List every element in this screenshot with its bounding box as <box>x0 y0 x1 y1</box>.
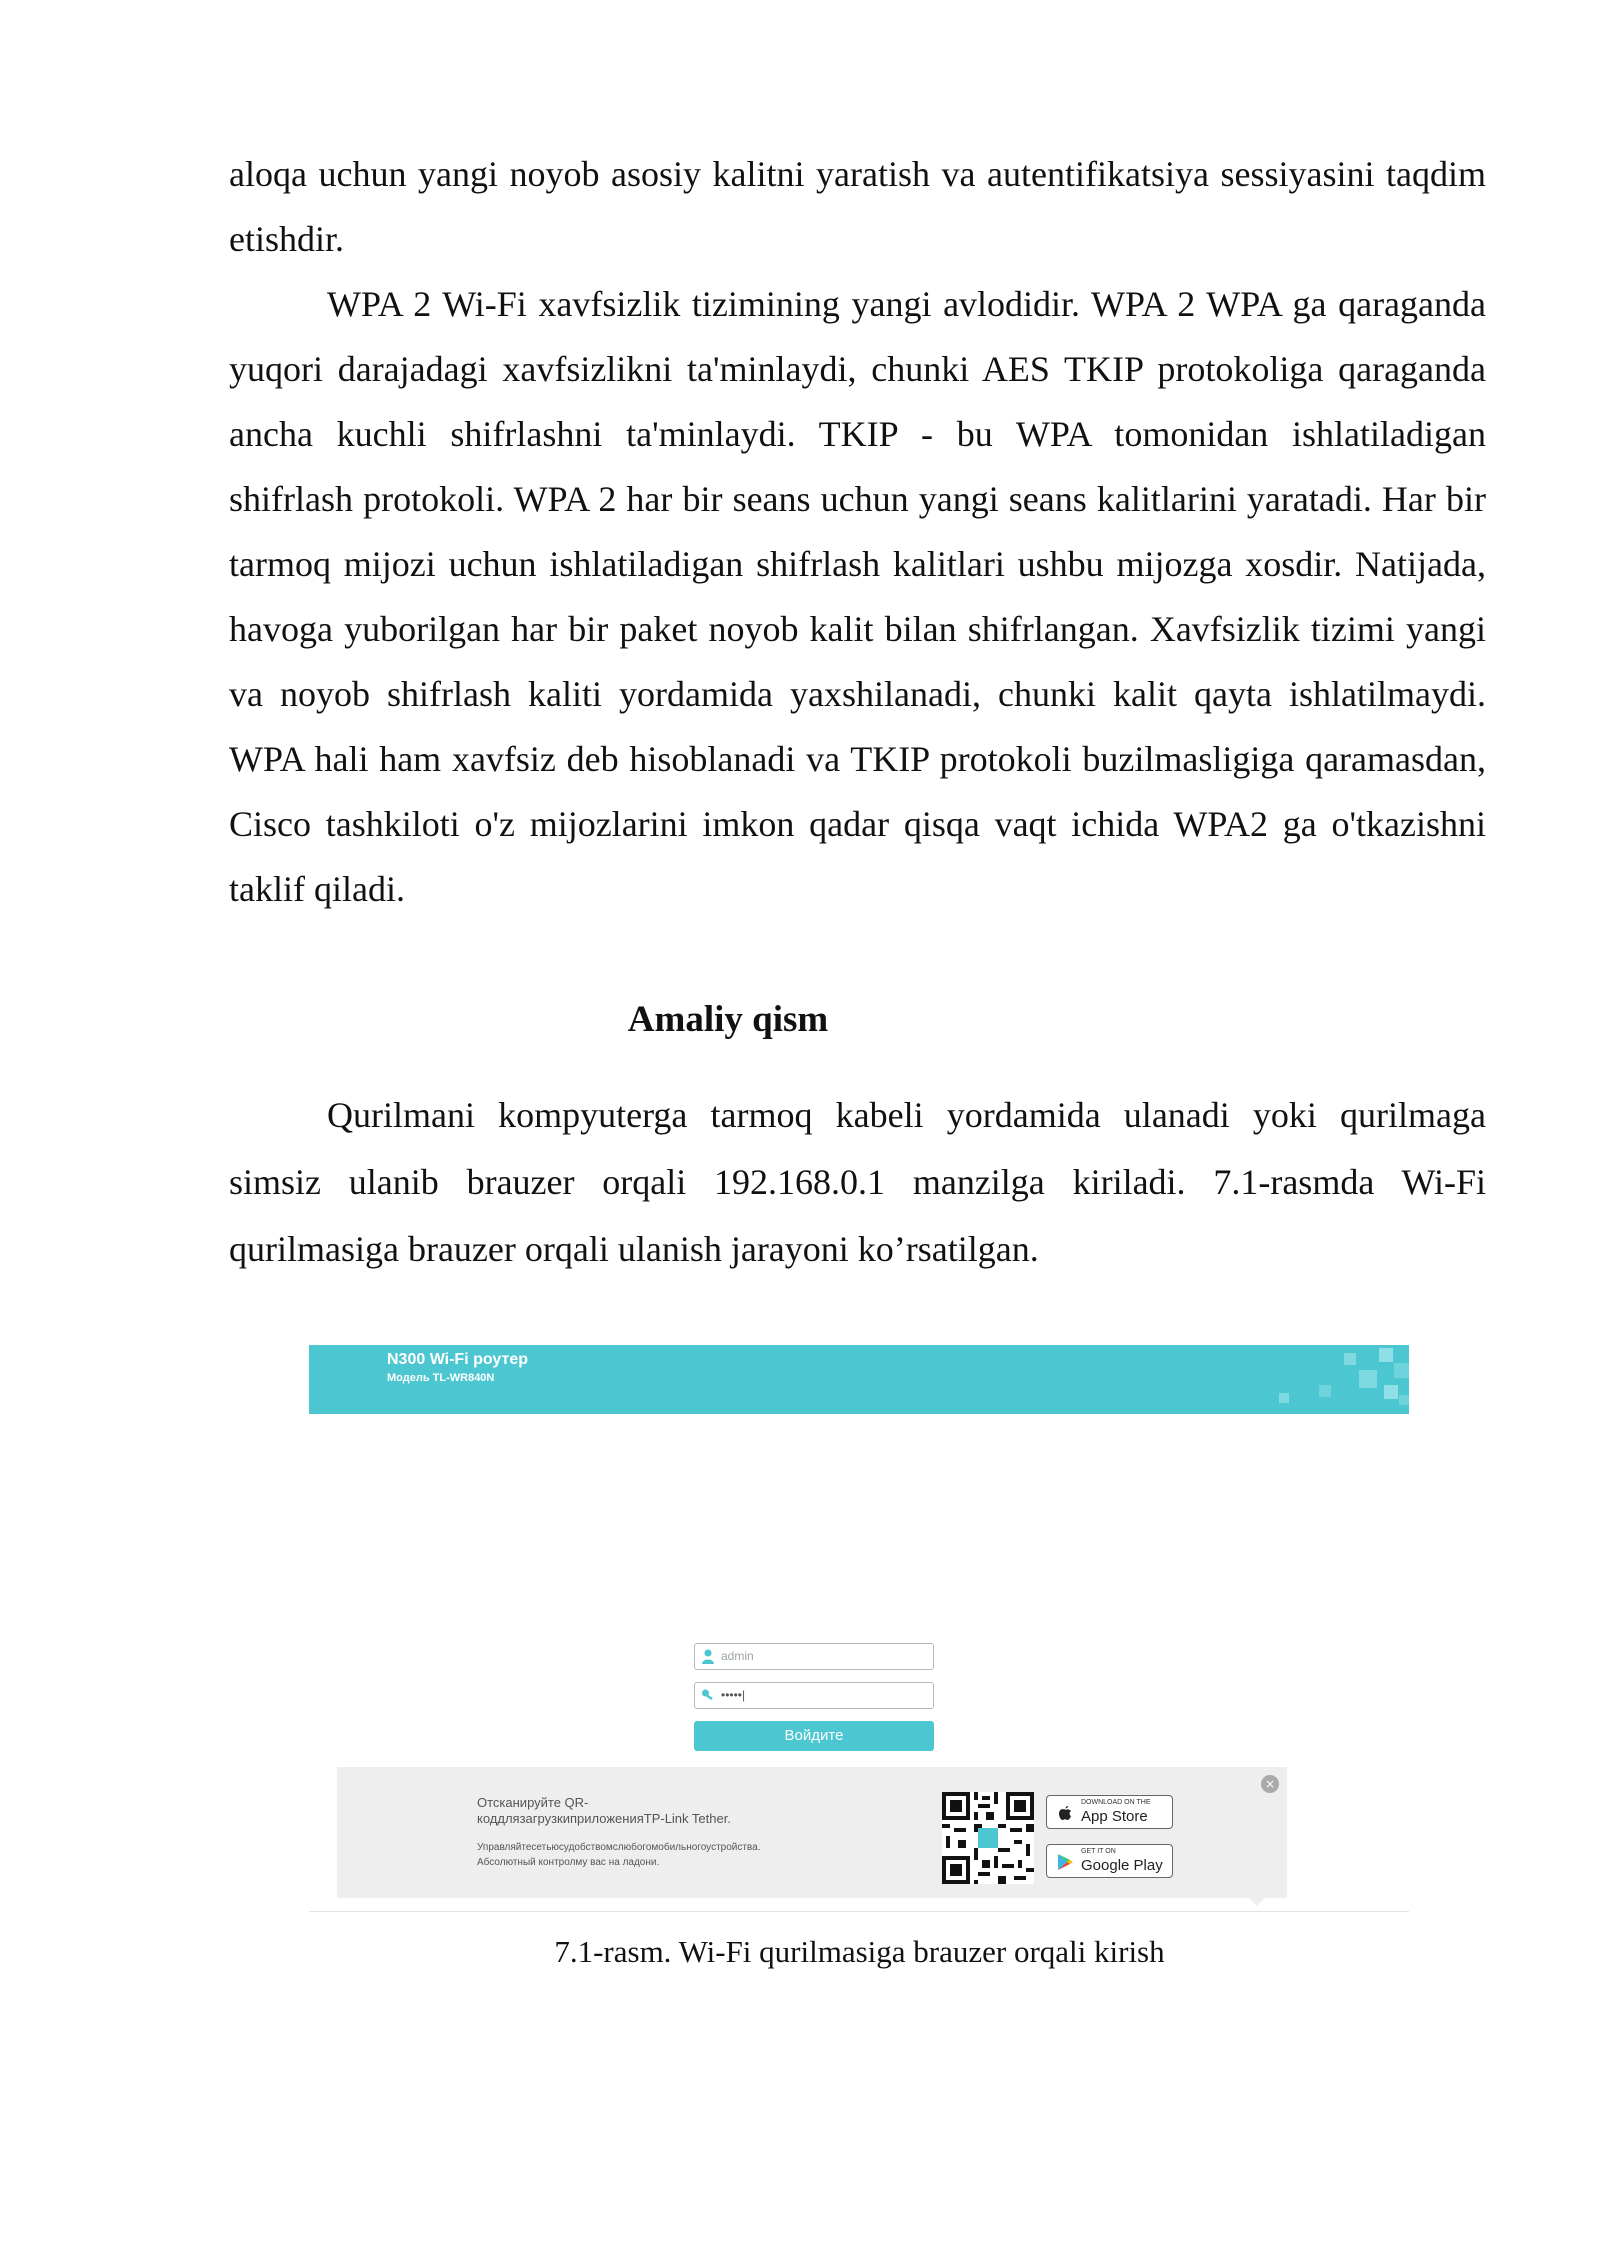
promo-line-3: Управляйтесетьюсудобствомслюбогомобильногоустройства. <box>477 1842 761 1853</box>
google-play-label: Google Play <box>1081 1857 1163 1874</box>
panel-pointer <box>1249 1898 1265 1906</box>
paragraph-connection: Qurilmani kompyuterga tarmoq kabeli yordamida ulanadi yoki qurilmaga simsiz ulanib brauzer orqali 192.168.0.1 manzilga kiriladi. 7.1-rasmda Wi-Fi qurilmasiga brauzer orqali ulanish jarayoni ko’rsatilgan. <box>229 1095 1486 1269</box>
qr-code-icon <box>942 1792 1034 1884</box>
app-store-badge[interactable] <box>1046 1795 1173 1829</box>
google-play-icon <box>1055 1852 1075 1872</box>
promo-line-2: коддлязагрузкиприложенияTP-Link Tether. <box>477 1811 731 1826</box>
paragraph-wpa2: WPA 2 Wi-Fi xavfsizlik tizimining yangi avlodidir. WPA 2 WPA ga qaraganda yuqori darajadagi xavfsizlikni ta'minlaydi, chunki AES TKIP protokoliga qaraganda ancha kuchli shifrlashni ta'minlaydi. TKIP - bu WPA tomonidan ishlatiladigan shifrlash protokoli. WPA 2 har bir seans uchun yangi seans kalitlarini yaratadi. Har bir tarmoq mijozi uchun ishlatiladigan shifrlash kalitlari ushbu mijozga xosdir. Natijada, havoga yuborilgan har bir paket noyob kalit bilan shifrlangan. Xavfsizlik tizimi yangi va noyob shifrlash kaliti yordamida yaxshilanadi, chunki kalit qayta ishlatilmaydi. WPA hali ham xavfsiz deb hisoblanadi va TKIP protokoli buzilmasligiga qaramasdan, Cisco tashkiloti o'z mijozlarini imkon qadar qisqa vaqt ichida WPA2 ga o'tkazishni taklif qiladi. <box>229 284 1486 909</box>
apple-icon <box>1055 1803 1075 1823</box>
close-icon[interactable]: × <box>1261 1775 1279 1793</box>
key-icon <box>701 1688 715 1704</box>
promo-line-4: Абсолютный контролму вас на ладони. <box>477 1857 660 1868</box>
banner-decoration <box>1219 1345 1409 1414</box>
username-field[interactable] <box>694 1643 934 1670</box>
user-icon <box>701 1649 715 1665</box>
app-store-small-text: DOWNLOAD ON THE <box>1081 1799 1151 1806</box>
login-button[interactable]: Войдите <box>694 1721 934 1751</box>
router-login-figure <box>309 1345 1409 1915</box>
router-model: Модель TL-WR840N <box>387 1372 495 1384</box>
router-header-banner <box>309 1345 1409 1414</box>
app-store-label: App Store <box>1081 1808 1148 1825</box>
figure-caption: 7.1-rasm. Wi-Fi qurilmasiga brauzer orqali kirish <box>554 1934 1165 1969</box>
google-play-badge[interactable] <box>1046 1844 1173 1878</box>
footer-divider <box>309 1911 1409 1912</box>
section-heading: Amaliy qism <box>627 999 829 1040</box>
google-play-small-text: GET IT ON <box>1081 1848 1116 1855</box>
paragraph-intro: aloqa uchun yangi noyob asosiy kalitni yaratish va autentifikatsiya sessiyasini taqdim etishdir. <box>229 154 1486 259</box>
password-value: •••••| <box>721 1688 746 1702</box>
password-field[interactable] <box>694 1682 934 1709</box>
username-value: admin <box>721 1649 754 1663</box>
router-title: N300 Wi-Fi роутер <box>387 1351 529 1368</box>
tether-promo-panel <box>337 1767 1287 1898</box>
promo-line-1: Отсканируйте QR- <box>477 1795 589 1810</box>
login-form <box>694 1643 934 1751</box>
